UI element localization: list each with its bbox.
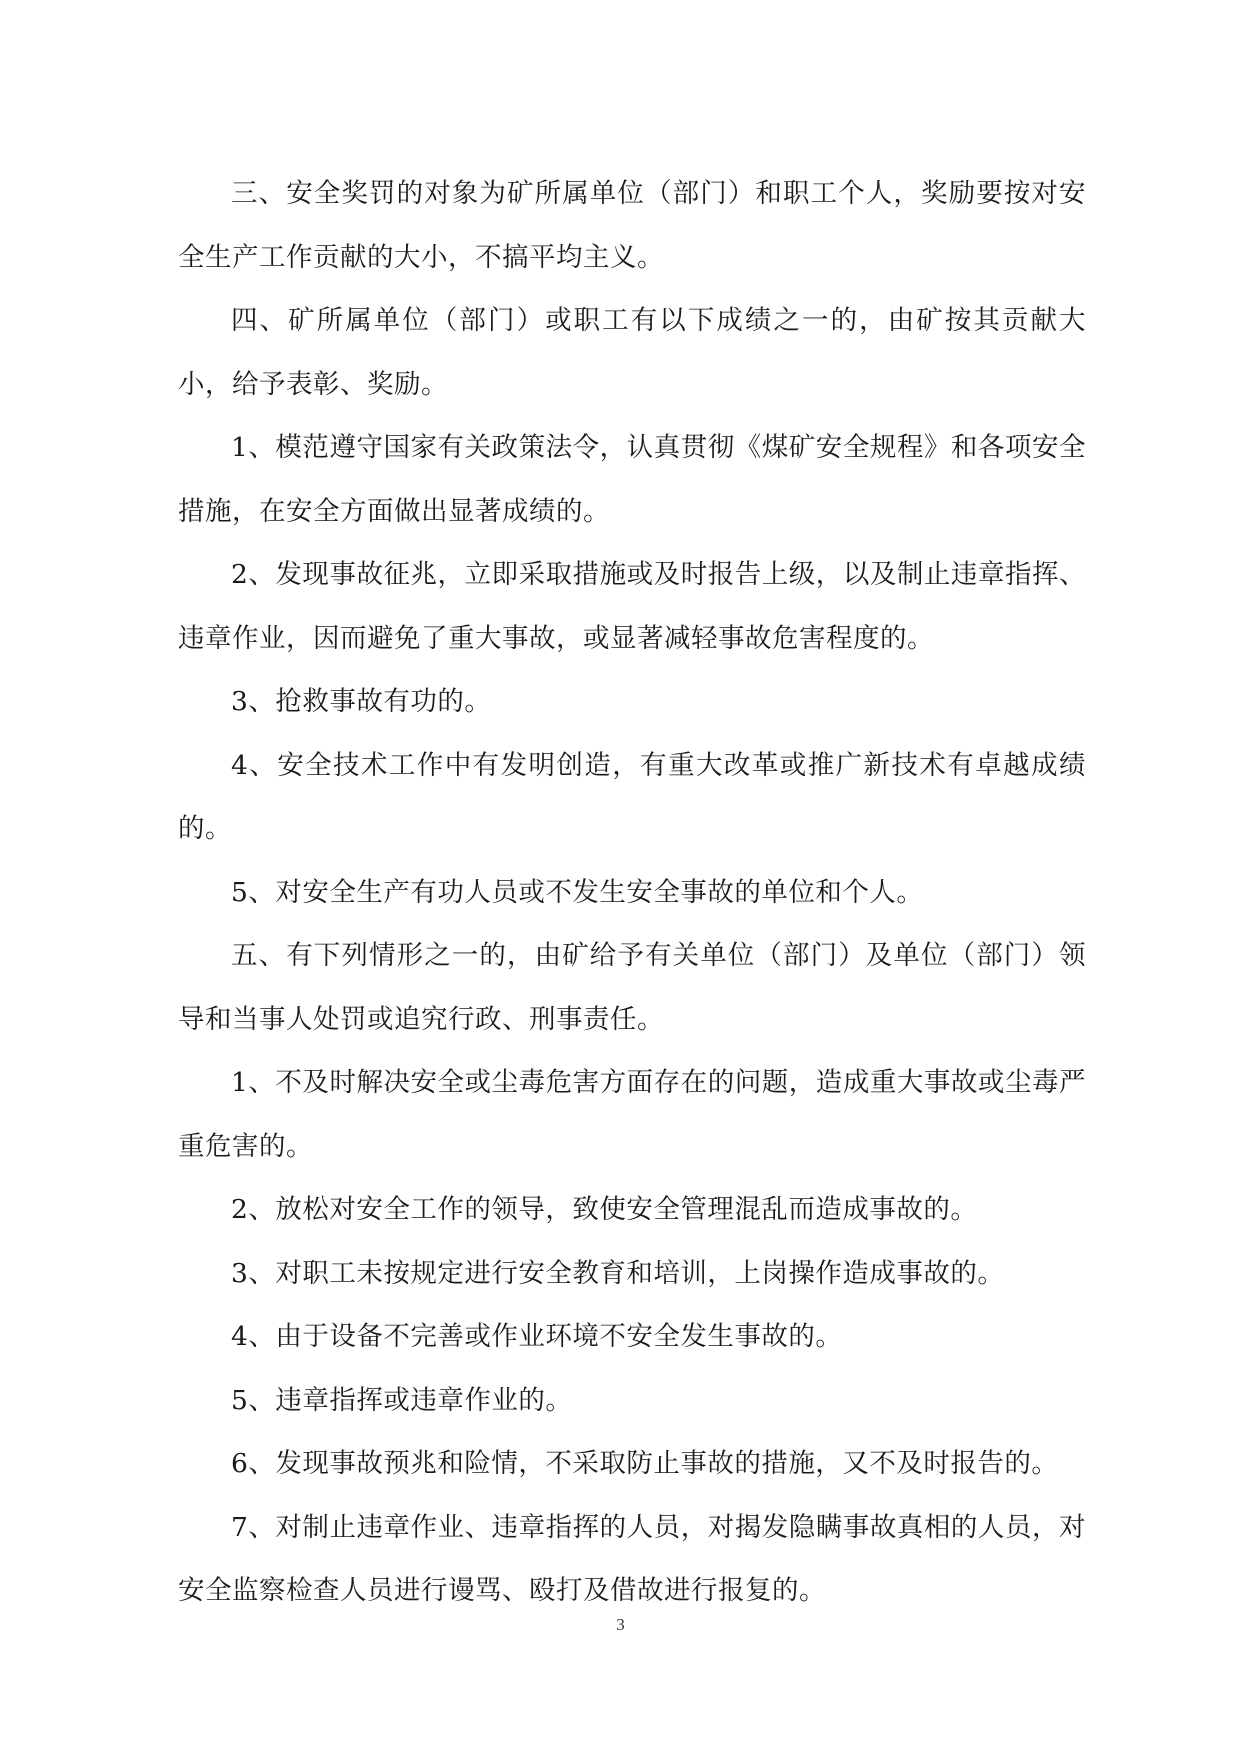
paragraph-penalty-item-6: 6、发现事故预兆和险情，不采取防止事故的措施，又不及时报告的。 (231, 1448, 1059, 1479)
paragraph-reward-target: 三、安全奖罚的对象为矿所属单位（部门）和职工个人，奖励要按对安全生产工作贡献的大小，不搞平均主义。 (178, 178, 1086, 273)
paragraph-reward-item-5: 5、对安全生产有功人员或不发生安全事故的单位和个人。 (231, 876, 924, 908)
document-body (178, 162, 1086, 1623)
paragraph-reward-item-3: 3、抢救事故有功的。 (231, 686, 492, 717)
paragraph-reward-conditions: 四、矿所属单位（部门）或职工有以下成绩之一的，由矿按其贡献大小，给予表彰、奖励。 (178, 305, 1086, 400)
paragraph-penalty-conditions: 五、有下列情形之一的，由矿给予有关单位（部门）及单位（部门）领导和当事人处罚或追究行政、刑事责任。 (178, 940, 1086, 1035)
paragraph-penalty-item-2: 2、放松对安全工作的领导，致使安全管理混乱而造成事故的。 (231, 1194, 978, 1225)
paragraph-reward-item-1: 1、模范遵守国家有关政策法令，认真贯彻《煤矿安全规程》和各项安全措施，在安全方面做出显著成绩的。 (178, 432, 1086, 527)
page-number: 3 (616, 1615, 625, 1634)
paragraph-reward-item-2: 2、发现事故征兆，立即采取措施或及时报告上级，以及制止违章指挥、违章作业，因而避免了重大事故，或显著减轻事故危害程度的。 (178, 559, 1086, 654)
paragraph-penalty-item-7: 7、对制止违章作业、违章指挥的人员，对揭发隐瞒事故真相的人员，对安全监察检查人员进行谩骂、殴打及借故进行报复的。 (178, 1511, 1086, 1606)
paragraph-penalty-item-4: 4、由于设备不完善或作业环境不安全发生事故的。 (231, 1321, 843, 1352)
paragraph-reward-item-4: 4、安全技术工作中有发明创造，有重大改革或推广新技术有卓越成绩的。 (178, 749, 1086, 844)
paragraph-penalty-item-5: 5、违章指挥或违章作业的。 (231, 1384, 573, 1416)
paragraph-penalty-item-3: 3、对职工未按规定进行安全教育和培训，上岗操作造成事故的。 (231, 1257, 1005, 1289)
paragraph-penalty-item-1: 1、不及时解决安全或尘毒危害方面存在的问题，造成重大事故或尘毒严重危害的。 (178, 1067, 1086, 1162)
